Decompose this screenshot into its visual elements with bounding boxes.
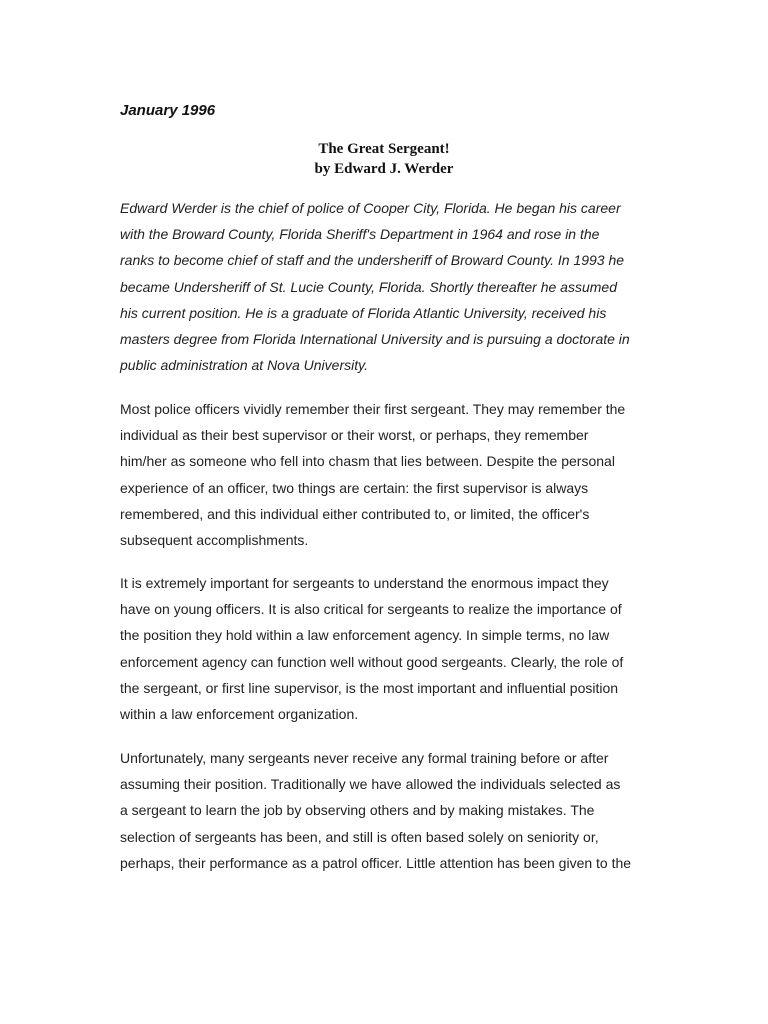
paragraph-line: his current position. He is a graduate of Florida Atlantic University, received his <box>120 304 607 321</box>
paragraph-line: Most police officers vividly remember their first sergeant. They may remember the <box>120 401 626 417</box>
paragraph-line: experience of an officer, two things are certain: the first supervisor is always <box>120 479 589 496</box>
paragraph-line: Edward Werder is the chief of police of Cooper City, Florida. He began his career <box>120 200 621 216</box>
paragraph-line: enforcement agency can function well without good sergeants. Clearly, the role of <box>120 653 624 670</box>
paragraph-line: a sergeant to learn the job by observing others and by making mistakes. The <box>120 802 595 819</box>
document-title: The Great Sergeant! <box>318 141 450 157</box>
body-paragraph-1 <box>120 396 668 553</box>
paragraph-line: subsequent accomplishments. <box>120 532 309 549</box>
paragraph-line: individual as their best supervisor or their worst, or perhaps, they remember <box>120 427 589 444</box>
title-block <box>120 139 648 179</box>
paragraph-line: ranks to become chief of staff and the undersheriff of Broward County. In 1993 he <box>120 252 625 269</box>
paragraph-line: Unfortunately, many sergeants never receive any formal training before or after <box>120 750 609 766</box>
paragraph-line: the position they hold within a law enforcement agency. In simple terms, no law <box>120 627 610 644</box>
paragraph-line: public administration at Nova University. <box>120 357 368 374</box>
body-paragraph-2 <box>120 570 668 727</box>
paragraph-line: masters degree from Florida International University and is pursuing a doctorate in <box>120 331 630 348</box>
paragraph-line: assuming their position. Traditionally we have allowed the individuals selected as <box>120 776 621 793</box>
paragraph-line: It is extremely important for sergeants to understand the enormous impact they <box>120 575 609 591</box>
body-paragraph-3 <box>120 745 668 876</box>
paragraph-line: the sergeant, or first line supervisor, is the most important and influential position <box>120 679 619 696</box>
paragraph-line: became Undersheriff of St. Lucie County, Florida. Shortly thereafter he assumed <box>120 278 617 295</box>
paragraph-line: within a law enforcement organization. <box>120 706 359 723</box>
paragraph-line: remembered, and this individual either contributed to, or limited, the officer's <box>120 505 590 522</box>
document-date: January 1996 <box>120 102 216 119</box>
author-bio-paragraph <box>120 195 665 378</box>
paragraph-line: him/her as someone who fell into chasm that lies between. Despite the personal <box>120 453 615 470</box>
paragraph-line: with the Broward County, Florida Sheriff's Department in 1964 and rose in the <box>120 226 600 243</box>
paragraph-line: perhaps, their performance as a patrol officer. Little attention has been given to the <box>120 854 632 871</box>
paragraph-line: have on young officers. It is also critical for sergeants to realize the importance of <box>120 601 622 618</box>
document-byline: by Edward J. Werder <box>314 161 454 177</box>
paragraph-line: selection of sergeants has been, and still is often based solely on seniority or, <box>120 828 599 845</box>
